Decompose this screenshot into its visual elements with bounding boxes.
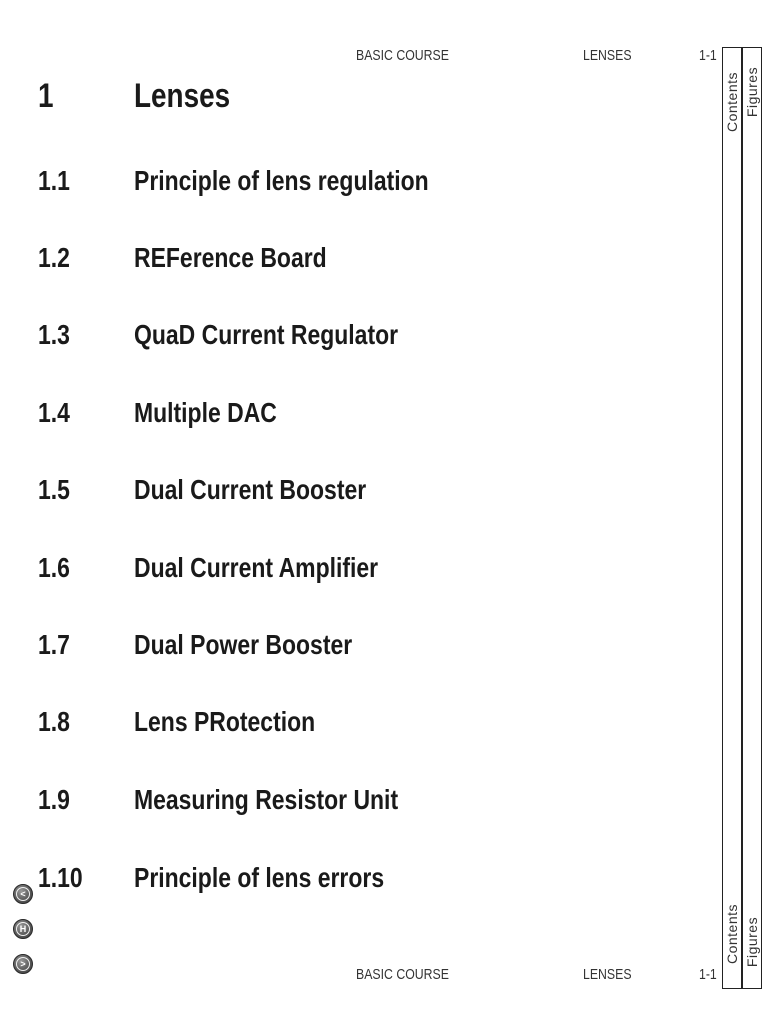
toc-item-title: Dual Current Amplifier <box>134 552 379 583</box>
toc-item-1-6[interactable] <box>0 552 700 592</box>
header-page-number: 1-1 <box>699 47 717 64</box>
previous-page-button[interactable] <box>13 884 33 904</box>
toc-item-1-5[interactable] <box>0 474 700 514</box>
toc-item-title: Lens PRotection <box>134 706 316 737</box>
figures-tab-label: Figures <box>744 66 760 118</box>
toc-item-number: 1.4 <box>38 397 70 428</box>
toc-item-1-3[interactable] <box>0 319 700 359</box>
toc-item-1-9[interactable] <box>0 784 700 824</box>
contents-tab-top[interactable] <box>723 54 741 150</box>
next-page-button[interactable] <box>13 954 33 974</box>
toc-item-title: Principle of lens errors <box>134 862 385 893</box>
toc-item-title: REFerence Board <box>134 242 327 273</box>
toc-item-1-4[interactable] <box>0 397 700 437</box>
toc-item-number: 1.8 <box>38 706 70 737</box>
toc-item-title: Dual Power Booster <box>134 629 353 660</box>
toc-item-title: Principle of lens regulation <box>134 165 429 196</box>
toc-item-number: 1.5 <box>38 474 70 505</box>
toc-item-1-10[interactable] <box>0 862 700 902</box>
header-section: LENSES <box>583 47 632 64</box>
toc-item-title: QuaD Current Regulator <box>134 319 399 350</box>
toc-item-1-2[interactable] <box>0 242 700 282</box>
figures-tab-label: Figures <box>744 916 760 968</box>
figures-tab-bottom[interactable] <box>743 902 761 982</box>
footer-course: BASIC COURSE <box>356 966 449 983</box>
contents-tab-bottom[interactable] <box>723 886 741 982</box>
home-icon: H <box>16 922 30 936</box>
home-button[interactable] <box>13 919 33 939</box>
contents-tab-column <box>722 47 742 989</box>
toc-item-title: Multiple DAC <box>134 397 277 428</box>
toc-item-1-7[interactable] <box>0 629 700 669</box>
chapter-title: Lenses <box>134 77 231 115</box>
chapter-number: 1 <box>38 77 54 115</box>
toc-item-title: Measuring Resistor Unit <box>134 784 399 815</box>
contents-tab-label: Contents <box>724 903 741 965</box>
toc-item-number: 1.7 <box>38 629 70 660</box>
toc-item-number: 1.10 <box>38 862 83 893</box>
toc-item-number: 1.6 <box>38 552 70 583</box>
toc-item-title: Dual Current Booster <box>134 474 367 505</box>
toc-item-number: 1.3 <box>38 319 70 350</box>
toc-item-number: 1.2 <box>38 242 70 273</box>
footer-page-number: 1-1 <box>699 966 717 983</box>
chevron-right-icon: > <box>16 957 30 971</box>
toc-item-number: 1.9 <box>38 784 70 815</box>
figures-tab-top[interactable] <box>743 54 761 130</box>
figures-tab-column <box>742 47 762 989</box>
toc-item-1-8[interactable] <box>0 706 700 746</box>
footer-section: LENSES <box>583 966 632 983</box>
toc-item-1-1[interactable] <box>0 165 700 205</box>
toc-item-number: 1.1 <box>38 165 70 196</box>
header-course: BASIC COURSE <box>356 47 449 64</box>
chevron-left-icon: < <box>16 887 30 901</box>
contents-tab-label: Contents <box>724 71 741 133</box>
